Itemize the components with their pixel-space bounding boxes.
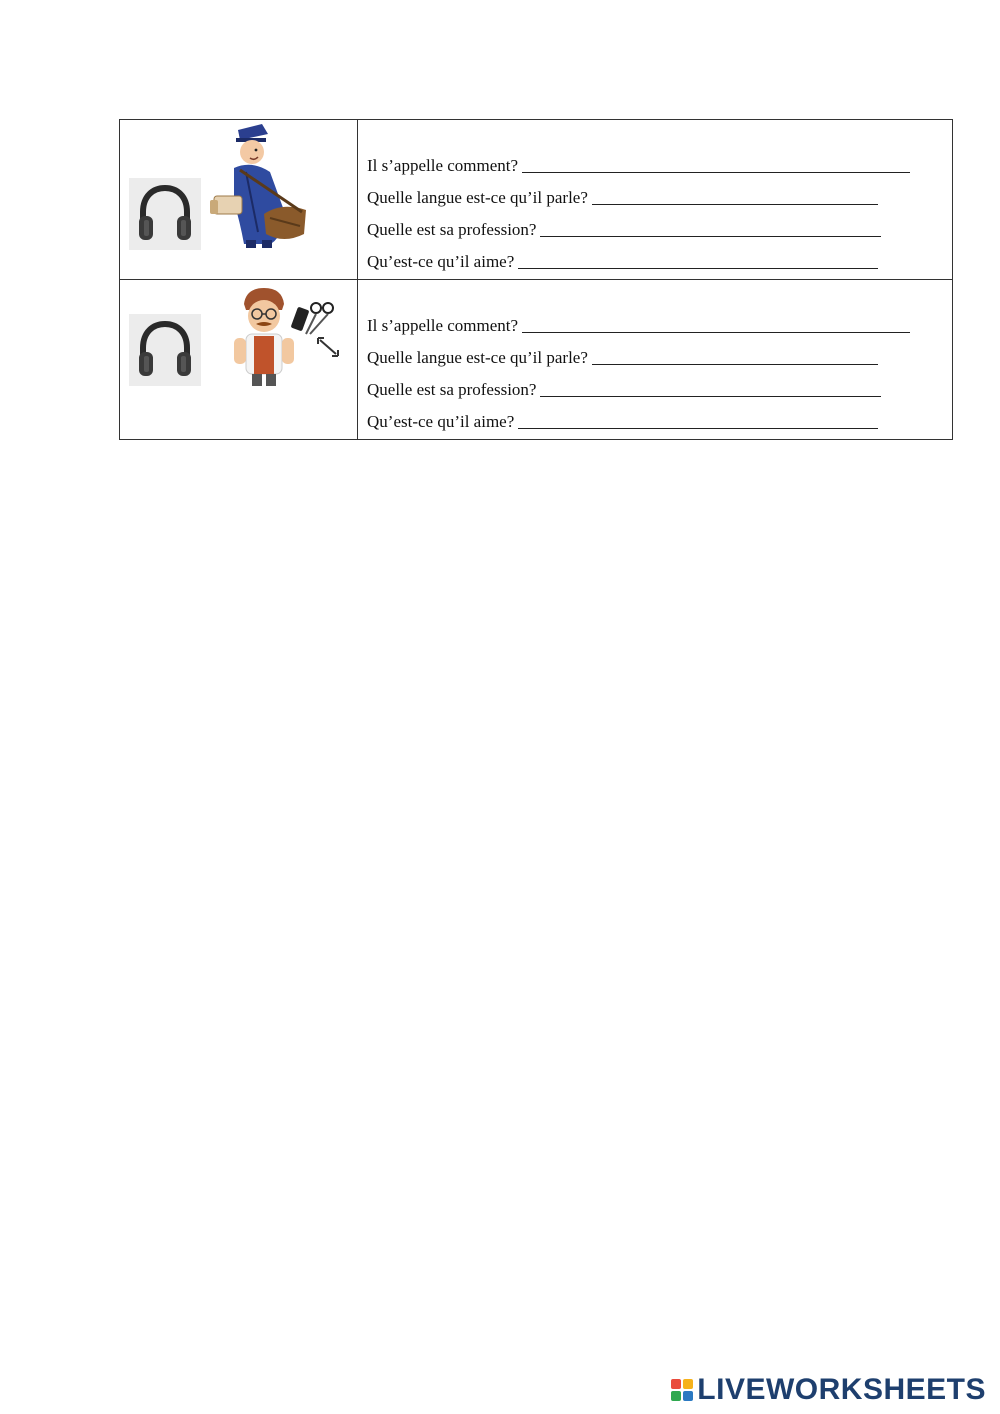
table-row xyxy=(120,120,953,280)
image-cell xyxy=(120,120,358,280)
logo-square xyxy=(671,1391,681,1401)
answer-field[interactable] xyxy=(522,310,910,333)
question-likes xyxy=(367,406,942,438)
question-language xyxy=(367,342,942,374)
question-language xyxy=(367,182,942,214)
question-likes xyxy=(367,246,942,278)
logo-square xyxy=(683,1379,693,1389)
answer-field[interactable] xyxy=(540,374,881,397)
answer-field[interactable] xyxy=(522,150,910,173)
questions-cell xyxy=(358,280,953,440)
headphones-icon[interactable] xyxy=(129,178,201,250)
answer-field[interactable] xyxy=(592,182,878,205)
question-text: Quelle langue est-ce qu’il parle? xyxy=(367,188,588,207)
question-profession xyxy=(367,374,942,406)
question-text: Quelle est sa profession? xyxy=(367,220,537,239)
question-text: Il s’appelle comment? xyxy=(367,156,519,175)
question-name xyxy=(367,310,942,342)
answer-field[interactable] xyxy=(518,246,878,269)
question-text: Qu’est-ce qu’il aime? xyxy=(367,412,515,431)
liveworksheets-logo xyxy=(671,1372,986,1408)
answer-field[interactable] xyxy=(540,214,881,237)
answer-field[interactable] xyxy=(518,406,878,429)
question-text: Quelle est sa profession? xyxy=(367,380,537,399)
question-text: Quelle langue est-ce qu’il parle? xyxy=(367,348,588,367)
logo-mark-icon xyxy=(671,1379,693,1401)
question-list xyxy=(367,150,942,278)
headphones-icon[interactable] xyxy=(129,314,201,386)
question-text: Il s’appelle comment? xyxy=(367,316,519,335)
logo-square xyxy=(671,1379,681,1389)
hairdresser-illustration xyxy=(232,284,350,392)
question-profession xyxy=(367,214,942,246)
logo-square xyxy=(683,1391,693,1401)
table-row xyxy=(120,280,953,440)
questions-cell xyxy=(358,120,953,280)
mail-carrier-illustration xyxy=(210,122,330,250)
question-list xyxy=(367,310,942,438)
question-name xyxy=(367,150,942,182)
worksheet-table xyxy=(119,119,953,440)
answer-field[interactable] xyxy=(592,342,878,365)
image-cell xyxy=(120,280,358,440)
logo-text: LIVEWORKSHEETS xyxy=(697,1373,986,1406)
question-text: Qu’est-ce qu’il aime? xyxy=(367,252,515,271)
